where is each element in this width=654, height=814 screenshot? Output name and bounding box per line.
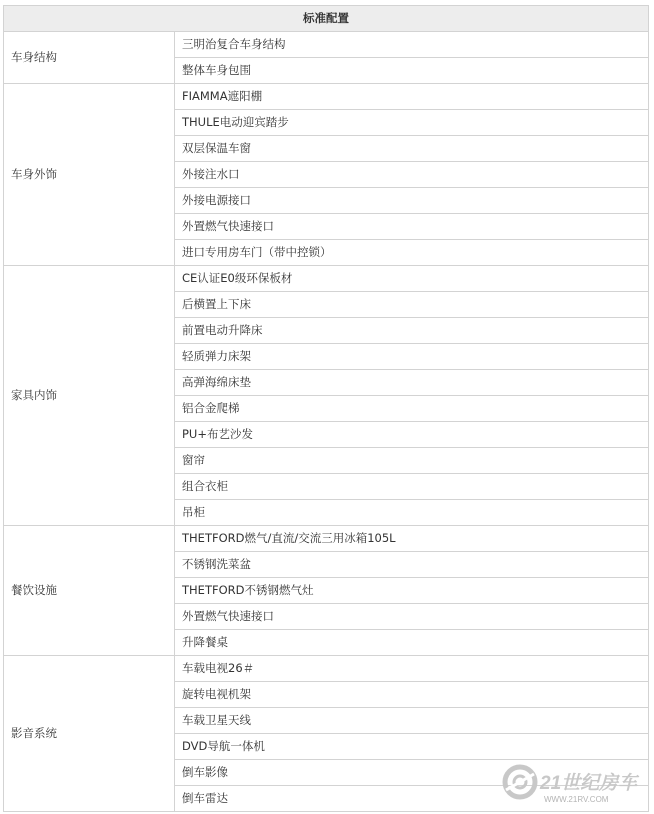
item-cell: FIAMMA遮阳棚 <box>175 84 649 110</box>
item-cell: 外接电源接口 <box>175 188 649 214</box>
item-cell: CE认证E0级环保板材 <box>175 266 649 292</box>
item-cell: PU+布艺沙发 <box>175 422 649 448</box>
item-cell: 铝合金爬梯 <box>175 396 649 422</box>
table-header: 标准配置 <box>4 6 649 32</box>
item-cell: 窗帘 <box>175 448 649 474</box>
item-cell: 外接注水口 <box>175 162 649 188</box>
item-cell: DVD导航一体机 <box>175 734 649 760</box>
item-cell: 吊柜 <box>175 500 649 526</box>
item-cell: 高弹海绵床垫 <box>175 370 649 396</box>
watermark-url: WWW.21RV.COM <box>544 795 609 804</box>
item-cell: THETFORD不锈钢燃气灶 <box>175 578 649 604</box>
item-cell: 外置燃气快速接口 <box>175 214 649 240</box>
category-cell: 车身外饰 <box>4 84 175 266</box>
table-row <box>4 266 649 292</box>
table-row <box>4 656 649 682</box>
category-cell: 餐饮设施 <box>4 526 175 656</box>
table-row <box>4 526 649 552</box>
item-cell: 三明治复合车身结构 <box>175 32 649 58</box>
table-row <box>4 32 649 58</box>
item-cell: THULE电动迎宾踏步 <box>175 110 649 136</box>
watermark-logo-text: 21世纪房车 <box>540 773 638 794</box>
item-cell: THETFORD燃气/直流/交流三用冰箱105L <box>175 526 649 552</box>
item-cell: 倒车雷达 <box>175 786 649 812</box>
item-cell: 升降餐桌 <box>175 630 649 656</box>
table-body <box>4 32 649 812</box>
item-cell: 双层保温车窗 <box>175 136 649 162</box>
standard-config-table <box>3 5 649 812</box>
category-cell: 家具内饰 <box>4 266 175 526</box>
category-cell: 影音系统 <box>4 656 175 812</box>
item-cell: 车载电视26＃ <box>175 656 649 682</box>
item-cell: 进口专用房车门（带中控锁） <box>175 240 649 266</box>
item-cell: 后横置上下床 <box>175 292 649 318</box>
wheel-icon <box>505 767 535 797</box>
item-cell: 车载卫星天线 <box>175 708 649 734</box>
category-cell: 车身结构 <box>4 32 175 84</box>
header-row <box>4 6 649 32</box>
item-cell: 整体车身包围 <box>175 58 649 84</box>
item-cell: 不锈钢洗菜盆 <box>175 552 649 578</box>
item-cell: 倒车影像 <box>175 760 649 786</box>
item-cell: 轻质弹力床架 <box>175 344 649 370</box>
item-cell: 前置电动升降床 <box>175 318 649 344</box>
watermark-logo <box>500 760 650 810</box>
item-cell: 旋转电视机架 <box>175 682 649 708</box>
table-row <box>4 84 649 110</box>
item-cell: 组合衣柜 <box>175 474 649 500</box>
item-cell: 外置燃气快速接口 <box>175 604 649 630</box>
